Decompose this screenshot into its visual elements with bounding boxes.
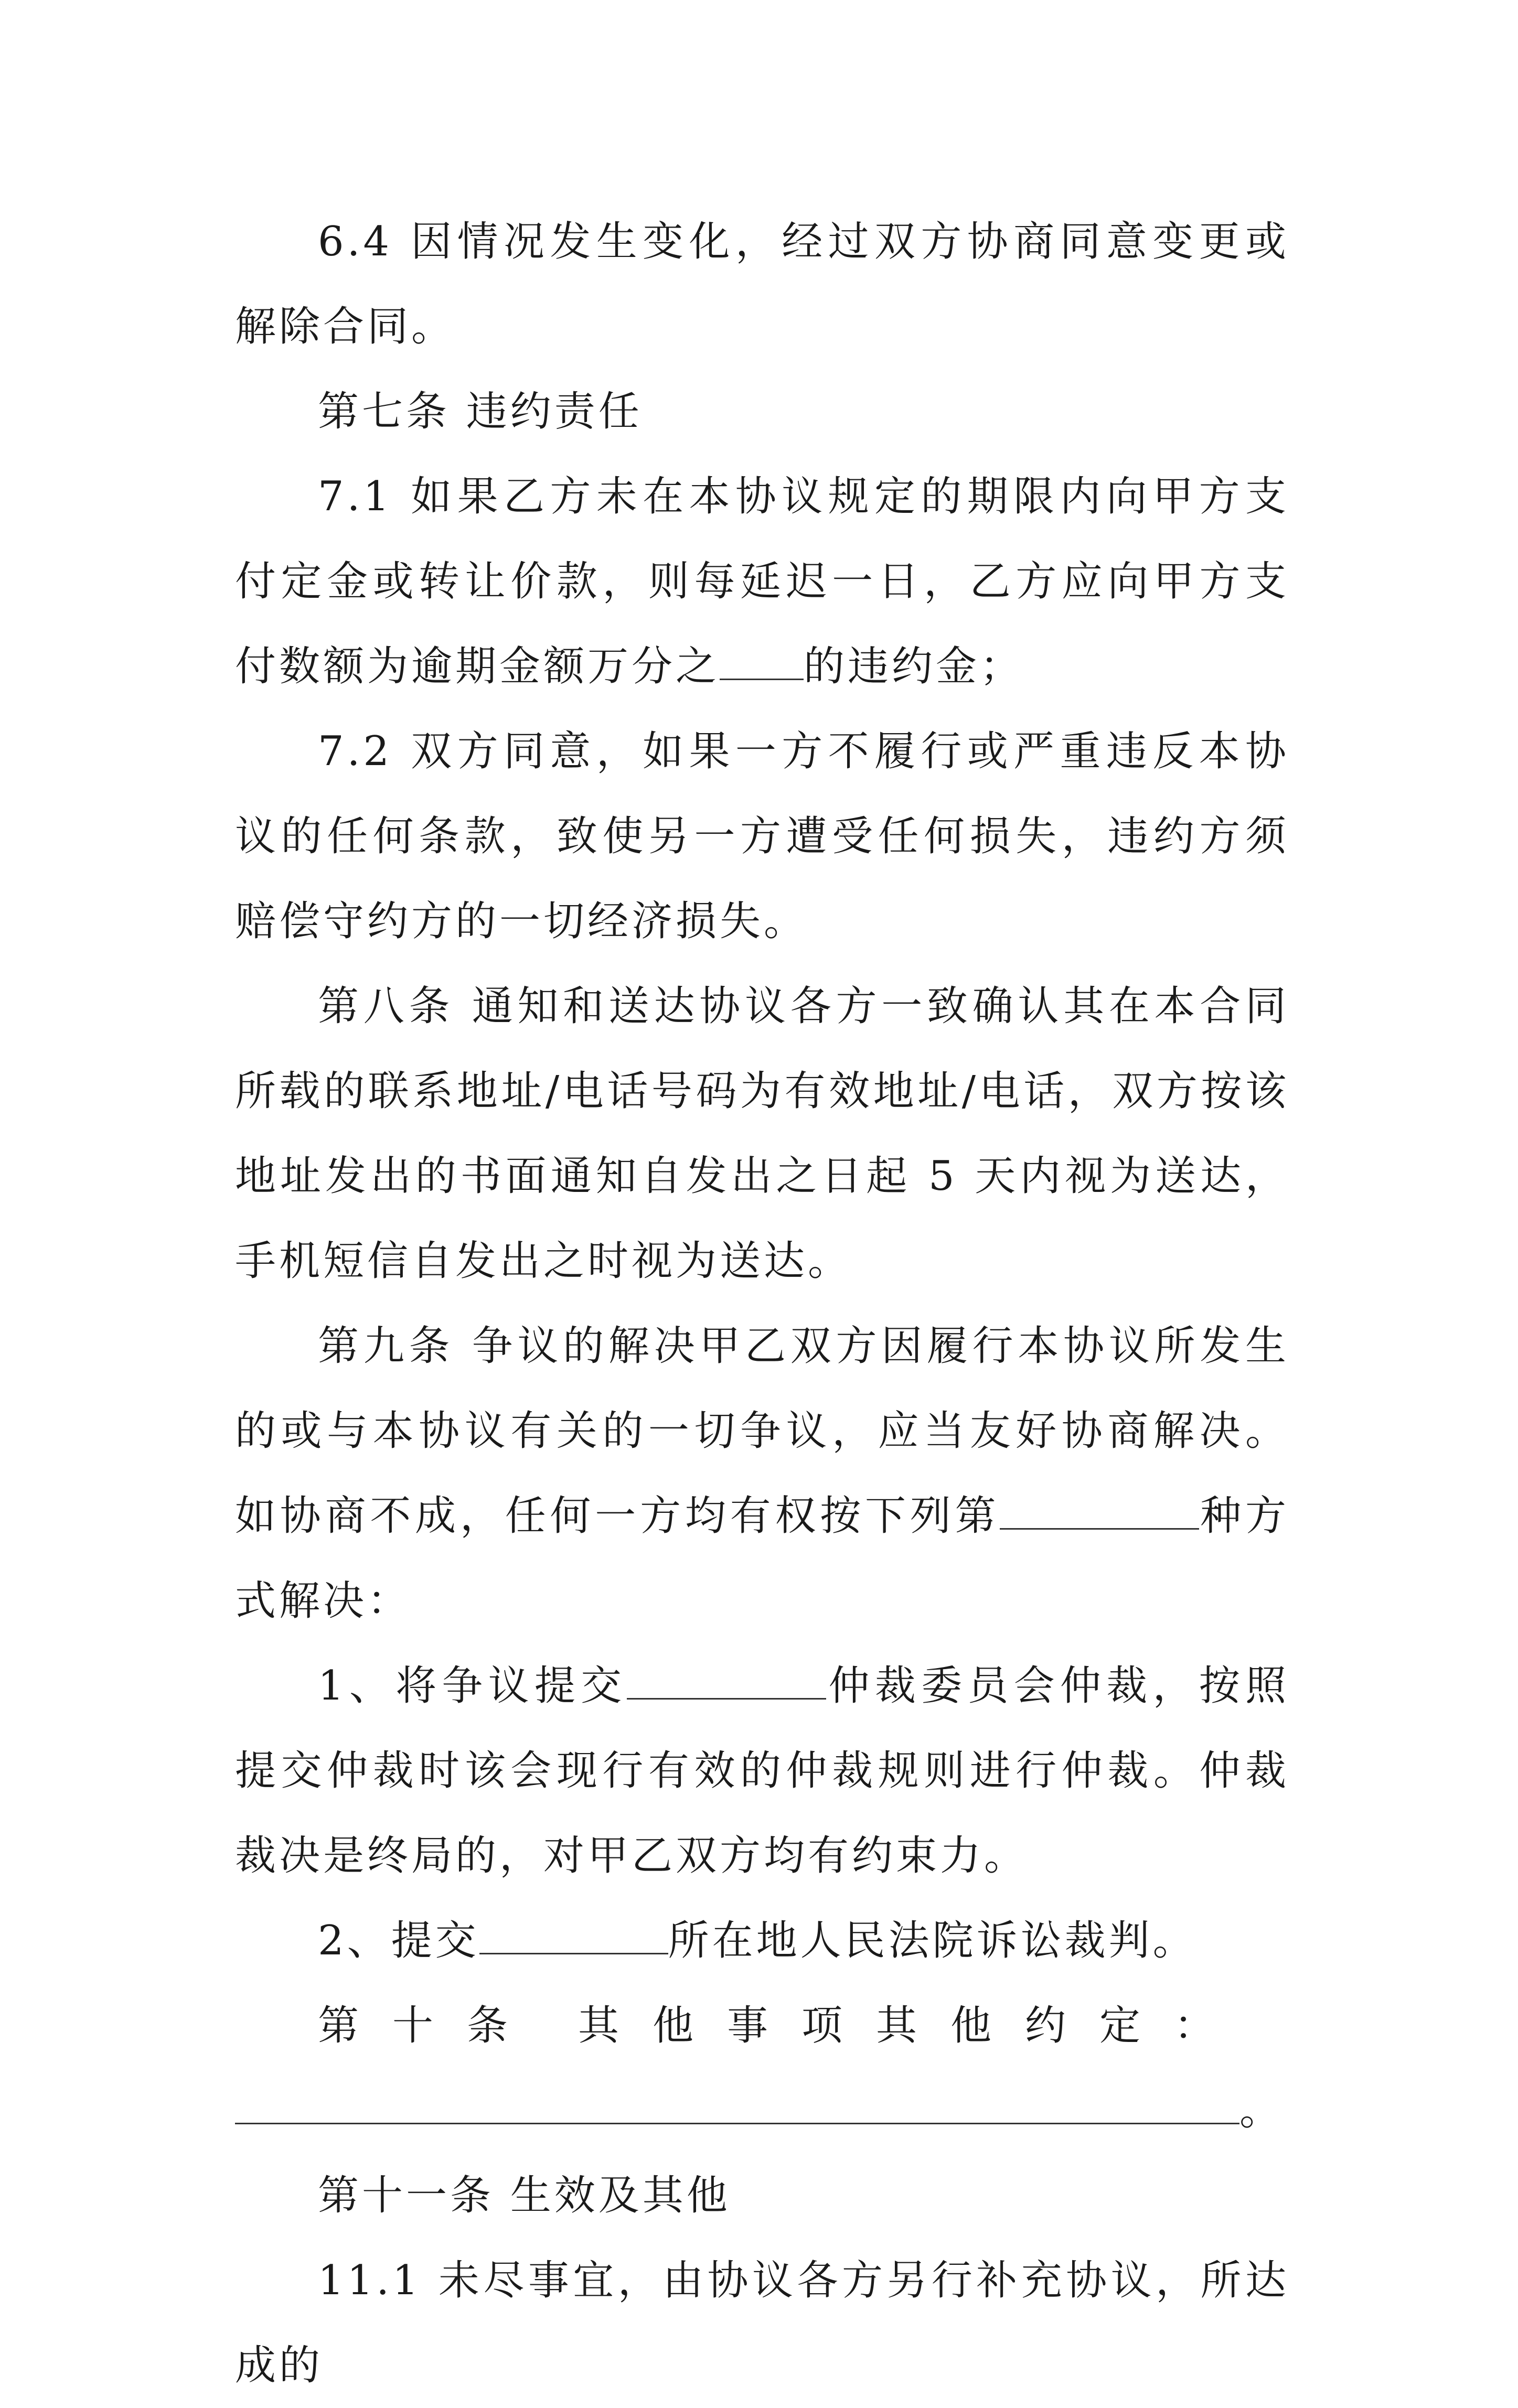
option-2-text-a: 2、提交 (318, 1917, 479, 1964)
blank-line (479, 1916, 668, 1954)
clause-7-1-text-a: 7.1 如果乙方未在本协议规定的期限内向甲方支付定金或转让价款，则每延迟一日，乙方应向甲方支付数额为逾期金额万分之 (235, 473, 1289, 690)
article-10-fill-line (235, 2068, 1289, 2153)
clause-7-1 (235, 454, 1289, 709)
option-1-text-a: 1、将争议提交 (318, 1662, 627, 1710)
blank-line (235, 2086, 1239, 2124)
article-10-end: 。 (1239, 2087, 1284, 2134)
blank-line (627, 1661, 826, 1700)
article-7-heading: 第七条 违约责任 (318, 388, 643, 435)
clause-7-2: 7.2 双方同意，如果一方不履行或严重违反本协议的任何条款，致使另一方遭受任何损失，违约方须赔偿守约方的一切经济损失。 (235, 728, 1289, 945)
option-1 (235, 1643, 1289, 1898)
clause-7-1-text-b: 的违约金； (804, 643, 1024, 690)
article-9-text-b: 种方式解决： (235, 1492, 1289, 1625)
article-10-title: 第十条 (318, 2002, 542, 2049)
option-2 (235, 1898, 1289, 1983)
article-9-text-a: 第九条 争议的解决甲乙双方因履行本协议所发生的或与本协议有关的一切争议，应当友好协商解决。如协商不成，任何一方均有权按下列第 (235, 1323, 1289, 1540)
article-8: 第八条 通知和送达协议各方一致确认其在本合同所载的联系地址/电话号码为有效地址/电话，双方按该地址发出的书面通知自发出之日起 5 天内视为送达，手机短信自发出之时视为送达。 (235, 983, 1289, 1285)
article-11-heading: 第十一条 生效及其他 (318, 2172, 731, 2219)
contract-body (235, 199, 1289, 2408)
clause-6-4: 6.4 因情况发生变化，经过双方协商同意变更或解除合同。 (235, 218, 1289, 350)
blank-line (1000, 1491, 1199, 1530)
blank-line (720, 642, 804, 680)
option-2-text-b: 所在地人民法院诉讼裁判。 (668, 1917, 1197, 1964)
option-1-text-b: 仲裁委员会仲裁，按照提交仲裁时该会现行有效的仲裁规则进行仲裁。仲裁裁决是终局的，对甲乙双方均有约束力。 (235, 1662, 1289, 1879)
article-10 (235, 1983, 1289, 2068)
article-9 (235, 1304, 1289, 1643)
article-10-text: 其他事项其他约定： (578, 2002, 1249, 2049)
clause-11-1: 11.1 未尽事宜，由协议各方另行补充协议，所达成的 (235, 2257, 1289, 2389)
